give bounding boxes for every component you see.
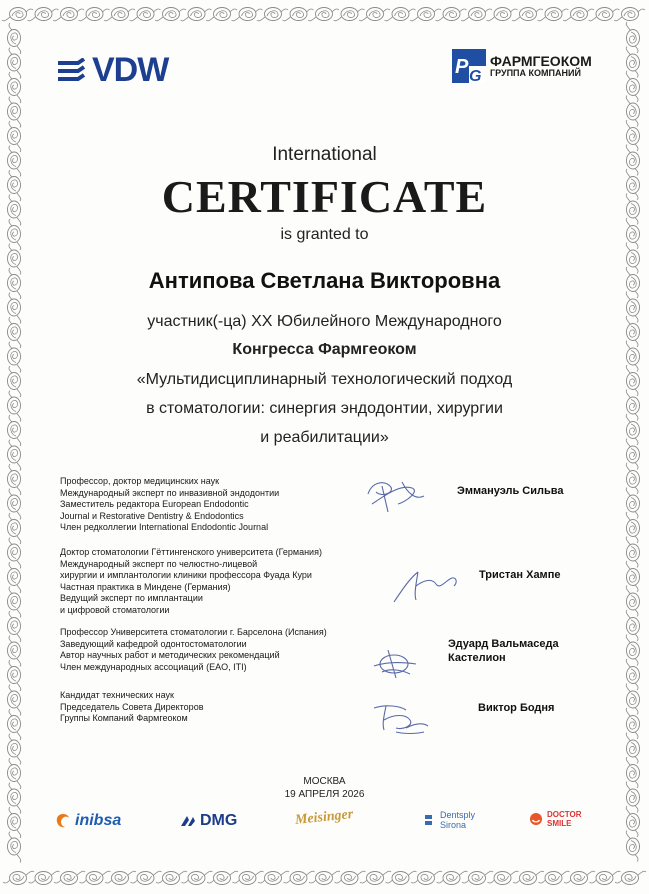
- border-shell: [8, 489, 21, 520]
- place-and-date: [0, 775, 649, 801]
- border-shell: [28, 8, 59, 21]
- border-shell: [233, 871, 264, 884]
- pg-logo-subtitle: ГРУППА КОМПАНИЙ: [490, 67, 581, 78]
- signatory-name-line: Тристан Хампе: [479, 569, 561, 581]
- signatory-1-credentials: [60, 476, 380, 534]
- border-shell: [360, 871, 391, 884]
- border-shell: [156, 871, 187, 884]
- meisinger-logo: [294, 807, 354, 829]
- recipient-name: Антипова Светлана Викторовна: [148, 268, 501, 293]
- credential-line: Международный эксперт по инвазивной эндодонтии: [60, 487, 280, 498]
- border-shell: [8, 709, 21, 740]
- pharmgeocom-logo: [452, 49, 592, 83]
- vdw-logo-text: VDW: [92, 51, 169, 89]
- congress-theme-line-2: в стоматологии: синергия эндодонтии, хирургии: [146, 400, 503, 417]
- credential-line: Член редколлегии International Endodontic Journal: [60, 522, 269, 533]
- border-shell: [334, 8, 365, 21]
- border-shell: [359, 8, 390, 21]
- border-shell: [182, 871, 213, 884]
- border-shell: [8, 48, 21, 79]
- credential-line: Группы Компаний Фармгеоком: [60, 713, 188, 724]
- city: МОСКВА: [303, 776, 346, 787]
- border-shell: [487, 8, 518, 21]
- signatory-4-credentials: [60, 690, 380, 725]
- border-shell: [626, 96, 639, 127]
- border-shell: [309, 871, 340, 884]
- dentsply-text: Dentsply: [440, 810, 476, 820]
- credential-line: Профессор Университета стоматологии г. Барселона (Испания): [60, 627, 327, 637]
- border-shell: [8, 734, 21, 765]
- border-shell: [8, 72, 21, 103]
- border-shell: [614, 8, 645, 21]
- credential-line: Заведующий кафедрой одонтостоматологии: [60, 638, 247, 649]
- border-shell: [54, 871, 85, 884]
- border-shell: [437, 871, 468, 884]
- border-shell: [206, 8, 237, 21]
- congress-theme-line-1: «Мультидисциплинарный технологический подход: [136, 371, 513, 388]
- border-shell: [130, 8, 161, 21]
- congress-name: Конгресса Фармгеоком: [232, 341, 417, 358]
- inibsa-swirl-icon: [55, 813, 71, 829]
- participation-line: участник(-ца) XX Юбилейного Международного: [147, 313, 502, 330]
- border-shell: [8, 562, 21, 593]
- inibsa-text: inibsa: [75, 812, 122, 829]
- border-shell: [258, 871, 289, 884]
- border-shell: [308, 8, 339, 21]
- border-shell: [257, 8, 288, 21]
- dmg-mark-icon: [180, 814, 196, 828]
- border-shell: [626, 488, 639, 519]
- svg-text:P: P: [455, 56, 469, 78]
- doctor-text: DOCTOR: [547, 810, 582, 819]
- dmg-text: DMG: [200, 812, 238, 829]
- granted-text: is granted to: [280, 226, 369, 243]
- signatory-4-name: [478, 701, 554, 715]
- signatory-name-line: Кастелион: [448, 652, 506, 664]
- border-shell: [626, 659, 639, 690]
- border-shell: [8, 513, 21, 544]
- date: 19 АПРЕЛЯ 2026: [284, 789, 365, 800]
- smile-text: SMILE: [547, 819, 572, 828]
- heading-certificate: CERTIFICATE: [161, 171, 488, 222]
- border-shell: [615, 871, 646, 884]
- border-shell: [563, 8, 594, 21]
- signature-3: [366, 642, 426, 682]
- border-shell: [53, 8, 84, 21]
- signatory-2-name: [479, 568, 560, 582]
- border-shell: [283, 8, 314, 21]
- credential-line: хирургии и имплантологии клиники профессора Фуада Кури: [60, 570, 312, 581]
- pg-logo-title: ФАРМГЕОКОМ: [490, 52, 592, 69]
- credential-line: Член международных ассоциаций (EAO, ITI): [60, 661, 247, 672]
- signatory-name-line: Эммануэль Сильва: [457, 485, 564, 497]
- border-shell: [626, 610, 639, 641]
- border-shell: [8, 685, 21, 716]
- credential-line: Частная практика в Миндене (Германия): [60, 581, 231, 592]
- credential-line: Заместитель редактора European Endodontic: [60, 499, 249, 510]
- border-shell: [29, 871, 60, 884]
- signature-4: [366, 698, 436, 738]
- border-shell: [626, 463, 639, 494]
- signatory-2-credentials: [60, 547, 380, 617]
- signature-2: [388, 560, 468, 608]
- border-shell: [8, 587, 21, 618]
- credential-line: Ведущий эксперт по имплантации: [60, 593, 203, 604]
- border-shell: [513, 871, 544, 884]
- border-shell: [461, 8, 492, 21]
- border-shell: [512, 8, 543, 21]
- border-shell: [538, 8, 569, 21]
- signatory-3-name: [448, 637, 559, 665]
- border-shell: [8, 660, 21, 691]
- credential-line: Международный эксперт по челюстно-лицевой: [60, 558, 258, 569]
- dmg-logo: [180, 812, 237, 830]
- border-shell: [3, 871, 34, 884]
- border-shell: [8, 23, 21, 54]
- signatory-1-name: [457, 484, 564, 498]
- border-shell: [589, 8, 620, 21]
- border-shell: [385, 8, 416, 21]
- congress-theme-line-3: и реабилитации»: [260, 429, 389, 446]
- signature-1: [362, 474, 432, 519]
- pg-mark-icon: [452, 49, 486, 83]
- sirona-text: Sirona: [440, 820, 467, 830]
- border-shell: [79, 8, 110, 21]
- border-shell: [8, 538, 21, 569]
- border-shell: [8, 611, 21, 642]
- credential-line: Председатель Совета Директоров: [60, 701, 204, 712]
- border-shell: [626, 586, 639, 617]
- border-shell: [564, 871, 595, 884]
- border-shell: [2, 8, 33, 21]
- border-shell: [488, 871, 519, 884]
- border-shell: [539, 871, 570, 884]
- signatory-name-line: Виктор Бодня: [478, 702, 555, 714]
- smile-face-icon: [529, 812, 543, 826]
- sponsor-logos: [0, 808, 649, 838]
- svg-text:G: G: [469, 68, 482, 83]
- border-shell: [104, 8, 135, 21]
- border-shell: [410, 8, 441, 21]
- credential-line: Кандидат технических наук: [60, 690, 174, 700]
- border-shell: [626, 22, 639, 53]
- border-shell: [8, 464, 21, 495]
- border-shell: [626, 684, 639, 715]
- border-shell: [155, 8, 186, 21]
- border-shell: [462, 871, 493, 884]
- credential-line: Доктор стоматологии Гёттингенского университета (Германия): [60, 547, 322, 557]
- border-shell: [626, 708, 639, 739]
- doctor-smile-logo: [529, 810, 582, 828]
- border-shell: [80, 871, 111, 884]
- border-shell: [626, 71, 639, 102]
- heading-international: International: [272, 144, 377, 165]
- border-shell: [105, 871, 136, 884]
- dentsply-sirona-logo: [424, 810, 475, 830]
- inibsa-logo: [55, 812, 121, 830]
- credential-line: и цифровой стоматологии: [60, 604, 170, 615]
- vdw-logo: [56, 51, 168, 90]
- border-shell: [626, 537, 639, 568]
- border-shell: [335, 871, 366, 884]
- border-shell: [626, 47, 639, 78]
- border-shell: [8, 636, 21, 667]
- credential-line: Профессор, доктор медицинских наук: [60, 476, 220, 486]
- credential-line: Journal и Restorative Dentistry & Endodontics: [60, 510, 244, 521]
- border-shell: [386, 871, 417, 884]
- border-shell: [626, 635, 639, 666]
- border-shell: [626, 512, 639, 543]
- border-shell: [411, 871, 442, 884]
- dentsply-mark-icon: [424, 813, 436, 827]
- meisinger-text: Meisinger: [294, 806, 354, 829]
- border-shell: [436, 8, 467, 21]
- border-shell: [626, 733, 639, 764]
- signatory-3-credentials: [60, 627, 380, 673]
- border-shell: [8, 97, 21, 128]
- signatory-name-line: Эдуард Вальмаседа: [448, 638, 559, 650]
- border-shell: [626, 561, 639, 592]
- border-shell: [131, 871, 162, 884]
- border-shell: [232, 8, 263, 21]
- border-shell: [590, 871, 621, 884]
- vdw-stripes-icon: [56, 58, 86, 84]
- credential-line: Автор научных работ и методических рекомендаций: [60, 650, 280, 661]
- border-shell: [284, 871, 315, 884]
- border-shell: [181, 8, 212, 21]
- border-shell: [207, 871, 238, 884]
